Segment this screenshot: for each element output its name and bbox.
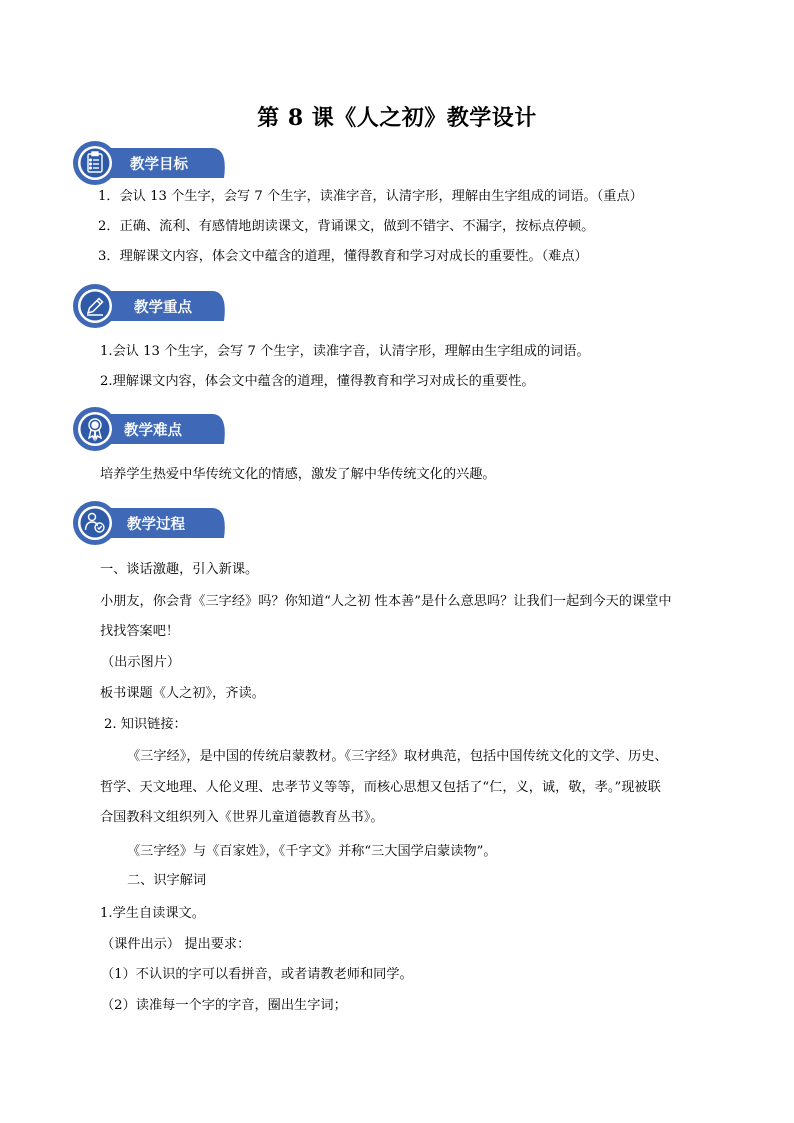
section-header-key-points (72, 283, 242, 329)
process-line: （课件出示） 提出要求： (101, 937, 251, 952)
process-line: 《三字经》与《百家姓》，《千字文》并称“三大国学启蒙读物”。 (127, 844, 497, 859)
process-line: （2）读准每一个字的字音，圈出生字词； (101, 998, 347, 1013)
process-line: 2. 知识链接： (104, 717, 187, 732)
process-line: 小朋友，你会背《三字经》吗？你知道“人之初 性本善”是什么意思吗？让我们一起到今天的课堂中 (100, 594, 672, 609)
section-heading: 教学重点 (134, 300, 192, 316)
document-title: 第 8 课《人之初》教学设计 (257, 105, 537, 131)
objective-item: 3．理解课文内容，体会文中蕴含的道理，懂得教育和学习对成长的重要性。（难点） (98, 249, 588, 264)
key-point-item: 2.理解课文内容，体会文中蕴含的道理，懂得教育和学习对成长的重要性。 (100, 374, 535, 389)
process-line: 1.学生自读课文。 (100, 906, 205, 921)
process-line: （1）不认识的字可以看拼音，或者请教老师和同学。 (101, 967, 413, 982)
process-line: 哲学、天文地理、人伦义理、忠孝节义等等，而核心思想又包括了“仁，义，诚，敬，孝。”现被联 (100, 780, 661, 795)
section-header-process (72, 500, 242, 546)
key-point-item: 1.会认 13 个生字，会写 7 个生字，读准字音，认清字形，理解由生字组成的词语。 (100, 344, 590, 359)
process-line: 一、谈话激趣，引入新课。 (100, 562, 259, 577)
process-line: 《三字经》，是中国的传统启蒙教材。《三字经》取材典范，包括中国传统文化的文学、历史、 (127, 749, 668, 764)
section-heading: 教学目标 (130, 157, 188, 173)
process-line: 板书课题《人之初》，齐读。 (100, 686, 265, 701)
process-line: 合国教科文组织列入《世界儿童道德教育丛书》。 (100, 810, 384, 825)
process-line: 找找答案吧！ (100, 624, 180, 639)
section-header-difficulties (72, 406, 242, 452)
process-line: （出示图片） (101, 655, 181, 670)
difficulty-item: 培养学生热爱中华传统文化的情感，激发了解中华传统文化的兴趣。 (100, 467, 496, 482)
process-line: 二、识字解词 (127, 873, 207, 888)
section-header-objectives (72, 140, 242, 186)
objective-item: 1．会认 13 个生字，会写 7 个生字，读准字音，认清字形，理解由生字组成的词语。（重点） (98, 189, 643, 204)
section-heading: 教学过程 (127, 517, 185, 533)
section-heading: 教学难点 (124, 423, 182, 439)
objective-item: 2．正确、流利、有感情地朗读课文，背诵课文，做到不错字、不漏字，按标点停顿。 (98, 219, 595, 234)
